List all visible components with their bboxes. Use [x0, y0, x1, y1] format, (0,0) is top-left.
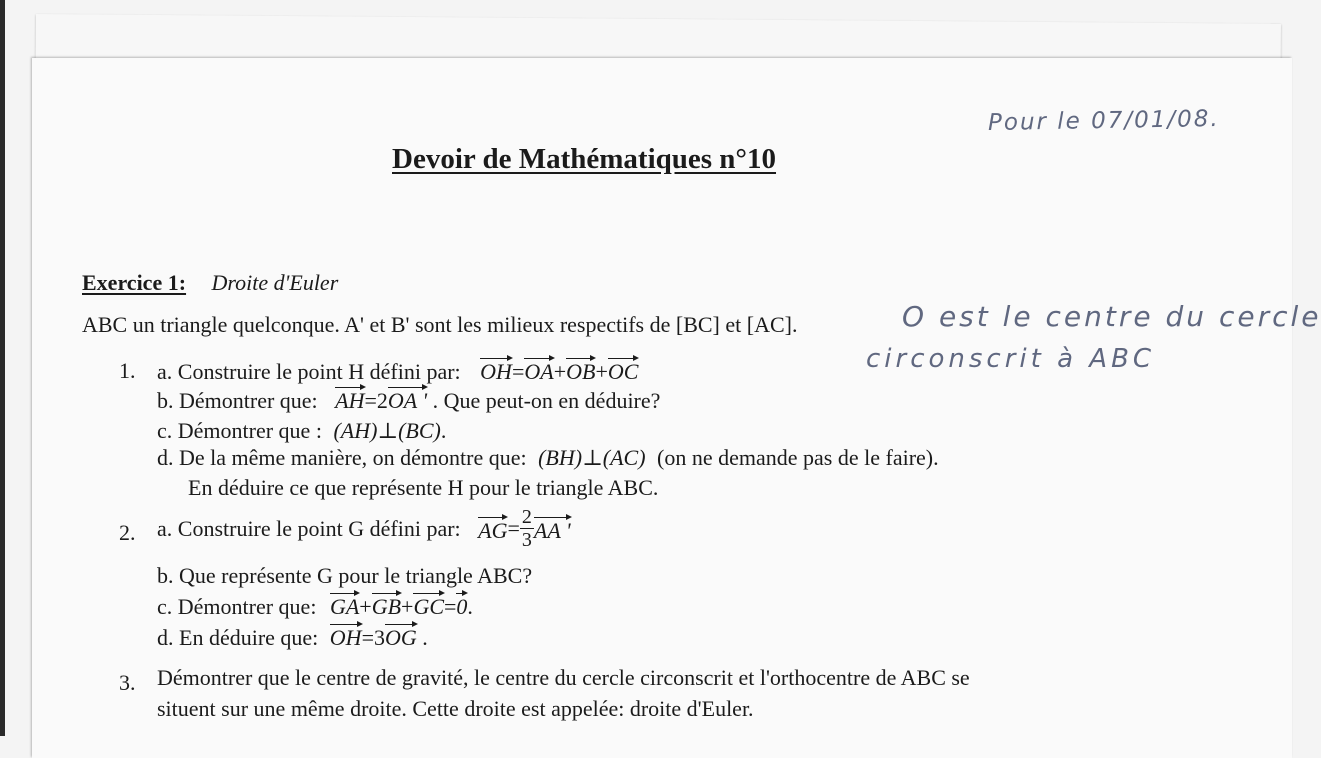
vector-ob: OB — [566, 355, 595, 385]
q2b-line: b. Que représente G pour le triangle ABC? — [157, 563, 533, 588]
handwritten-note-line1: O est le centre du cercle — [902, 300, 1321, 333]
vector-oa: OA — [524, 355, 553, 385]
q1a-line — [157, 355, 638, 385]
fraction-numerator: 2 — [521, 506, 532, 528]
equals-sign: = — [511, 359, 525, 384]
equals-sign: = — [507, 515, 520, 541]
handwritten-note-line2: circonscrit à ABC — [866, 344, 1156, 374]
q1a-text: a. Construire le point H défini par: — [157, 359, 461, 384]
plus-sign: + — [401, 594, 414, 619]
q2-number: 2. — [119, 520, 136, 545]
vector-ag: AG — [478, 514, 507, 544]
q1b-text: b. Démontrer que: — [157, 388, 318, 413]
q1c-text: c. Démontrer que : — [157, 418, 322, 443]
q3-line2: situent sur une même droite. Cette droite est appelée: droite d'Euler. — [157, 696, 754, 721]
q2c-post: . — [467, 594, 473, 619]
q1d-math: (BH)⊥(AC) — [538, 445, 646, 470]
q2c-text: c. Démontrer que: — [157, 594, 317, 619]
q2a-text: a. Construire le point G défini par: — [157, 515, 461, 541]
exercise-label: Exercice 1: — [82, 270, 187, 295]
vector-gc: GC — [413, 590, 444, 620]
equals-sign: = — [444, 594, 457, 619]
equals-two: =2 — [364, 388, 388, 413]
fraction-two-thirds — [520, 506, 534, 551]
q2d-post: . — [422, 625, 428, 650]
q1b-line — [157, 384, 660, 414]
vector-oc: OC — [608, 355, 639, 385]
vector-oh: OH — [480, 355, 512, 385]
vector-zero: 0 — [456, 590, 467, 620]
q1c-post: . — [440, 418, 447, 443]
vector-ga: GA — [330, 590, 359, 620]
q1b-post: . Que peut-on en déduire? — [432, 388, 661, 413]
q1c-line — [157, 418, 446, 444]
q1c-math: (AH)⊥(BC) — [333, 418, 441, 443]
q2d-line — [157, 621, 428, 651]
q3-number: 3. — [119, 670, 136, 695]
q3-line1: Démontrer que le centre de gravité, le centre du cercle circonscrit et l'orthocentre de ABC se — [157, 665, 970, 690]
equals-three: =3 — [361, 625, 385, 650]
q1-number: 1. — [119, 358, 136, 383]
plus-sign: + — [595, 359, 608, 384]
vector-gb: GB — [372, 590, 401, 620]
exercise-name: Droite d'Euler — [211, 270, 339, 295]
plus-sign: + — [553, 359, 567, 384]
exercise-heading — [82, 270, 338, 296]
q2d-text: d. En déduire que: — [157, 625, 319, 650]
vector-og: OG — [385, 621, 417, 651]
q1d-post: (on ne demande pas de le faire). — [657, 445, 939, 470]
vector-oh: OH — [330, 621, 362, 651]
page-title: Devoir de Mathématiques n°10 — [392, 143, 777, 175]
q2a-line — [157, 506, 571, 551]
vector-oa-prime: OA ' — [388, 384, 427, 414]
vector-ah: AH — [335, 384, 364, 414]
q1d-line — [157, 445, 939, 471]
fraction-denominator: 3 — [521, 529, 532, 551]
exercise-intro: ABC un triangle quelconque. A' et B' sont les milieux respectifs de [BC] et [AC]. — [82, 312, 798, 337]
q1d-line2: En déduire ce que représente H pour le triangle ABC. — [188, 475, 659, 500]
plus-sign: + — [359, 594, 372, 619]
handwritten-date: Pour le 07/01/08. — [987, 105, 1220, 137]
q1d-text: d. De la même manière, on démontre que: — [157, 445, 527, 470]
q2c-line — [157, 590, 473, 620]
vector-aa-prime: AA ' — [534, 514, 571, 544]
scanner-edge — [0, 0, 5, 736]
